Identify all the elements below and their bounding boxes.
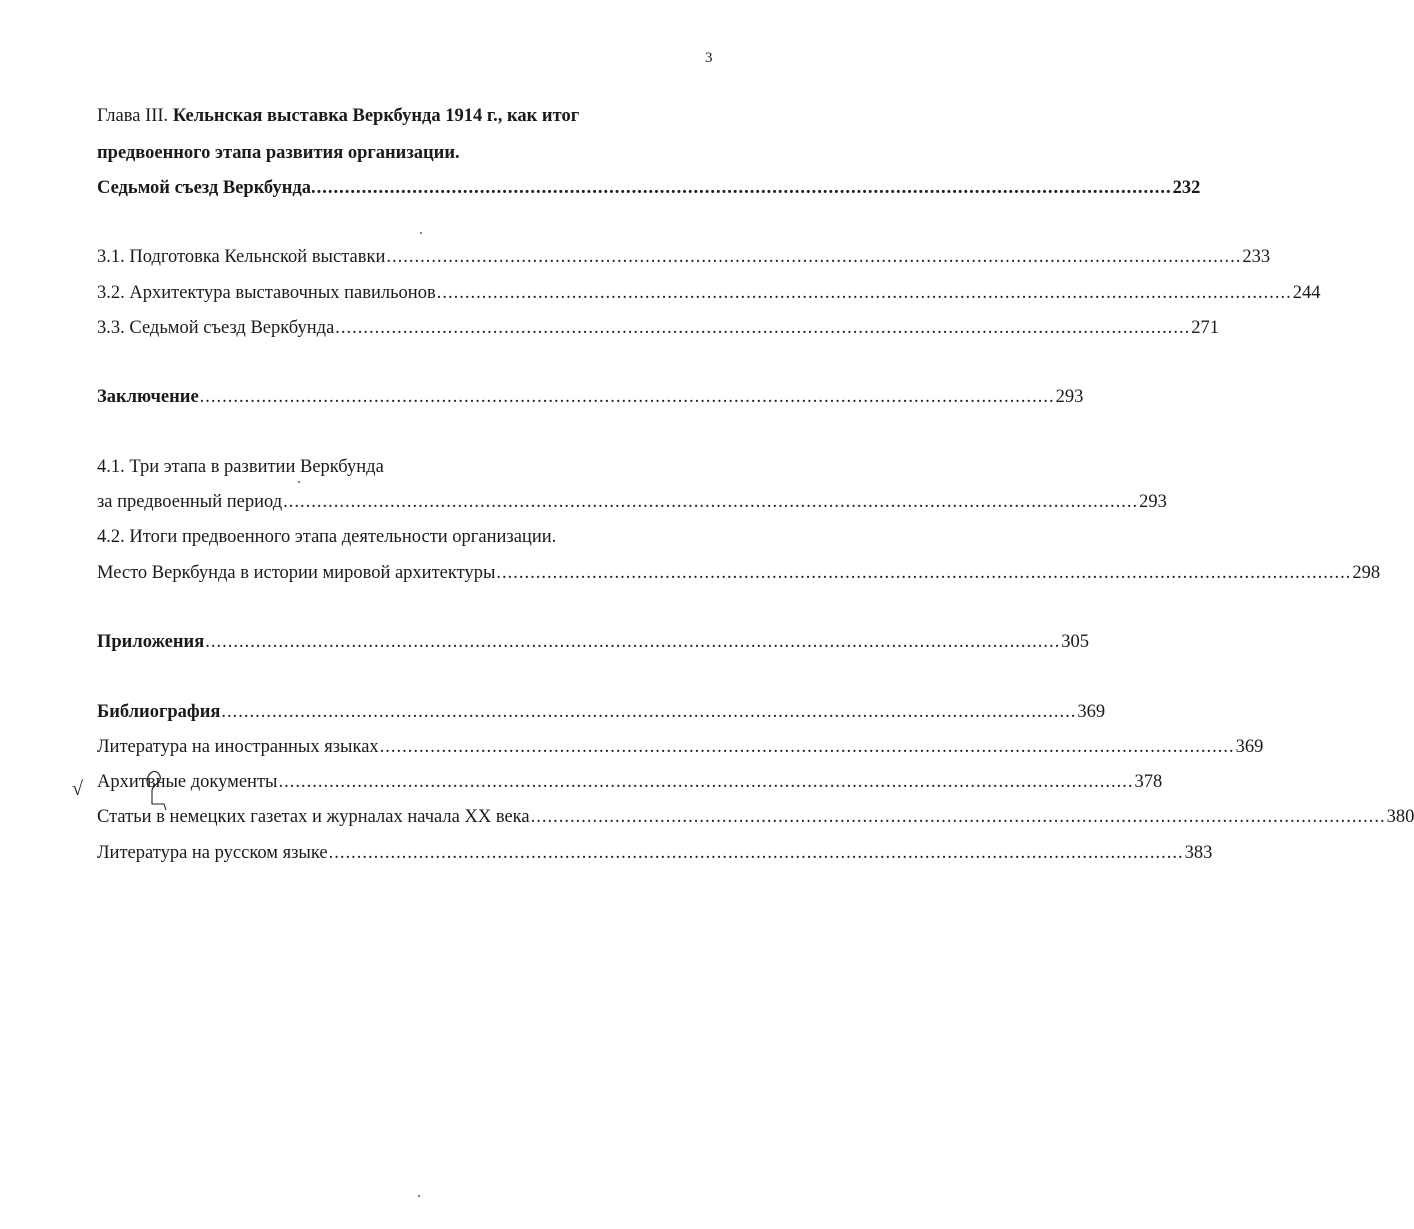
dot-leader: ........................................................................................................................................................ <box>436 283 1292 303</box>
page-number: 3 <box>705 50 713 66</box>
dot-leader: ........................................................................................................................................................ <box>496 563 1352 583</box>
toc-entry-page: 271 <box>1191 318 1220 338</box>
toc-entry-3-1 <box>97 245 1271 269</box>
toc-entry-label: Архитвные документы <box>97 772 278 792</box>
toc-entry-4-1-line2 <box>97 490 1167 514</box>
chapter-page: 232 <box>1172 178 1201 198</box>
toc-entry-label: Литература на русском языке <box>97 843 328 863</box>
dot-leader: ........................................................................................................................................................ <box>530 807 1386 827</box>
dot-leader: ........................................................................................................................................................ <box>328 843 1184 863</box>
dot-leader: ........................................................................................................................................................ <box>221 702 1077 722</box>
toc-entry-label: 3.3. Седьмой съезд Веркбунда <box>97 318 335 338</box>
chapter-title-line1: Кельнская выставка Веркбунда 1914 г., как итог <box>172 106 580 126</box>
toc-entry-foreign-literature <box>97 735 1264 759</box>
toc-entry-4-2-line1: 4.2. Итоги предвоенного этапа деятельности организации. <box>97 527 557 547</box>
toc-entry-conclusion <box>97 385 1084 409</box>
toc-entry-page: 298 <box>1352 563 1381 583</box>
toc-entry-page: 383 <box>1184 843 1213 863</box>
toc-entry-label: Заключение <box>97 387 199 407</box>
toc-entry-russian-literature <box>97 841 1213 865</box>
toc-entry-4-1-line1: 4.1. Три этапа в развитии Веркбунда <box>97 457 384 477</box>
toc-entry-appendix <box>97 630 1089 654</box>
dot-leader: ........................................................................................................................................................ <box>379 737 1235 757</box>
toc-entry-label: Библиография <box>97 702 221 722</box>
toc-entry-label: Место Веркбунда в истории мировой архитектуры <box>97 563 496 583</box>
toc-entry-bibliography <box>97 700 1106 724</box>
toc-entry-page: 293 <box>1139 492 1167 512</box>
toc-entry-page: 233 <box>1242 247 1271 267</box>
toc-entry-page: 369 <box>1235 737 1264 757</box>
toc-entry-page: 369 <box>1077 702 1106 722</box>
handwritten-checkmark: √ <box>72 778 83 800</box>
toc-entry-3-3 <box>97 316 1220 340</box>
dot-leader: ........................................................................................................................................................ <box>283 492 1139 512</box>
scan-speck <box>298 481 300 483</box>
chapter-prefix: Глава III. <box>97 106 169 126</box>
toc-entry-label: Литература на иностранных языках <box>97 737 379 757</box>
toc-entry-label: за предвоенный период <box>97 492 283 512</box>
toc-entry-4-2-line2 <box>97 561 1381 585</box>
toc-entry-label: 3.1. Подготовка Кельнской выставки <box>97 247 386 267</box>
chapter-title-line2: предвоенного этапа развития организации. <box>97 143 460 163</box>
toc-entry-label: Приложения <box>97 632 205 652</box>
chapter-title-line3-label: Седьмой съезд Веркбунда. <box>97 178 316 198</box>
toc-entry-page: 380 <box>1386 807 1414 827</box>
scan-speck <box>418 1195 420 1197</box>
dot-leader: ........................................................................................................................................................ <box>386 247 1242 267</box>
toc-entry-german-articles <box>97 805 1414 829</box>
toc-entry-3-2 <box>97 281 1321 305</box>
toc-entry-label: Статьи в немецких газетах и журналах начала XX века <box>97 807 530 827</box>
toc-entry-page: 293 <box>1055 387 1084 407</box>
toc-entry-archival-documents <box>97 770 1163 794</box>
toc-entry-page: 378 <box>1134 772 1163 792</box>
toc-entry-page: 244 <box>1292 283 1321 303</box>
chapter-heading-line1 <box>97 104 712 128</box>
dot-leader: ........................................................................................................................................................ <box>199 387 1055 407</box>
dot-leader: ........................................................................................................................................................ <box>335 318 1191 338</box>
dot-leader: ........................................................................................................................................................ <box>278 772 1134 792</box>
toc-entry-page: 305 <box>1061 632 1089 652</box>
toc-entry-label: 3.2. Архитектура выставочных павильонов <box>97 283 436 303</box>
handwritten-insert-mark-icon <box>140 764 180 814</box>
chapter-title-line3 <box>97 176 1201 200</box>
dot-leader: ........................................................................................................................................................ <box>205 632 1061 652</box>
dot-leader: ........................................................................................................................................................ <box>316 178 1172 198</box>
scan-speck <box>420 232 422 234</box>
